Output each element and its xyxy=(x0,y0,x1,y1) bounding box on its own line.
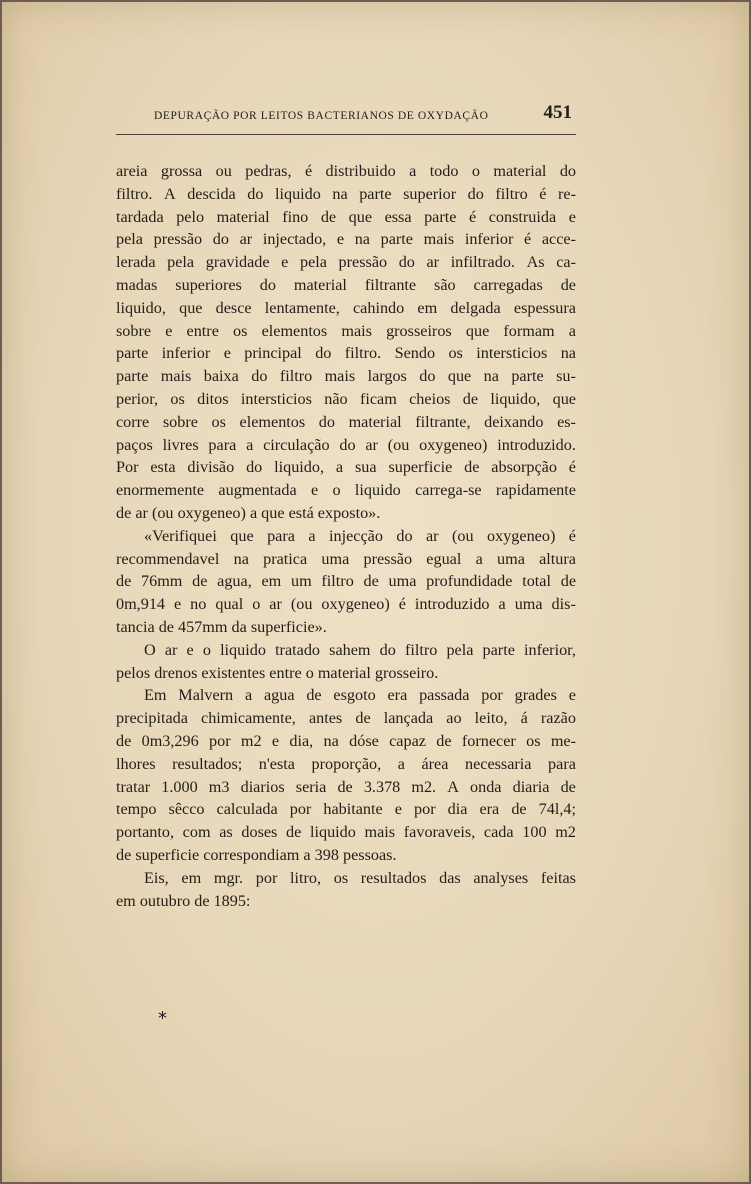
text-line: sobre e entre os elementos mais grosseiros que formam a xyxy=(116,321,576,340)
text-line: tancia de 457mm da superficie». xyxy=(116,617,327,636)
text-line: madas superiores do material filtrante são carregadas de xyxy=(116,275,576,294)
text-line: perior, os ditos intersticios não ficam cheios de liquido, que xyxy=(116,389,576,408)
text-line: lhores resultados; n'esta proporção, a área necessaria para xyxy=(116,754,576,773)
text-line: lerada pela gravidade e pela pressão do ar infiltrado. As ca- xyxy=(116,253,576,272)
text-line: de 0m3,296 por m2 e dia, na dóse capaz de fornecer os me- xyxy=(116,731,576,750)
text-line: filtro. A descida do liquido na parte superior do filtro é re- xyxy=(116,184,576,203)
text-line: recommendavel na pratica uma pressão egual a uma altura xyxy=(116,549,576,568)
text-line: precipitada chimicamente, antes de lançada ao leito, á razão xyxy=(116,709,576,728)
text-line: parte mais baixa do filtro mais largos do que na parte su- xyxy=(116,367,576,386)
paragraph xyxy=(116,684,576,866)
text-line: corre sobre os elementos do material filtrante, deixando es- xyxy=(116,412,576,431)
text-line: Por esta divisão do liquido, a sua superficie de absorpção é xyxy=(116,458,576,477)
page-number: 451 xyxy=(543,102,572,123)
text-line: pelos drenos existentes entre o material grosseiro. xyxy=(116,663,439,682)
paragraph xyxy=(116,160,576,525)
text-line: de 76mm de agua, em um filtro de uma profundidade total de xyxy=(116,572,576,591)
text-line: liquido, que desce lentamente, cahindo em delgada espessura xyxy=(116,298,576,317)
paragraph xyxy=(116,867,576,913)
text-line: pela pressão do ar injectado, e na parte mais inferior é acce- xyxy=(116,230,576,249)
text-line: enormemente augmentada e o liquido carrega-se rapidamente xyxy=(116,481,576,500)
footer-asterisk: * xyxy=(158,1008,167,1029)
running-head xyxy=(116,100,576,135)
text-line: areia grossa ou pedras, é distribuido a todo o material do xyxy=(116,162,576,180)
text-line: tardada pelo material fino de que essa parte é construida e xyxy=(116,207,576,226)
text-line: tempo sêcco calculada por habitante e por dia era de 74l,4; xyxy=(116,800,576,819)
text-line: Eis, em mgr. por litro, os resultados das analyses feitas xyxy=(144,868,576,887)
text-line: O ar e o liquido tratado sahem do filtro pela parte inferior, xyxy=(144,640,576,659)
text-line: Em Malvern a agua de esgoto era passada por grades e xyxy=(144,686,576,705)
body-text xyxy=(116,160,576,912)
text-line: paços livres para a circulação do ar (ou oxygeneo) introduzido. xyxy=(116,435,576,454)
text-line: parte inferior e principal do filtro. Sendo os intersticios na xyxy=(116,344,576,363)
text-line: 0m,914 e no qual o ar (ou oxygeneo) é introduzido a uma dis- xyxy=(116,595,576,614)
paragraph xyxy=(116,525,576,639)
running-title: DEPURAÇÃO POR LEITOS BACTERIANOS DE OXYDAÇÃO xyxy=(154,110,489,122)
text-line: «Verifiquei que para a injecção do ar (ou oxygeneo) é xyxy=(144,526,576,545)
text-line: de ar (ou oxygeneo) a que está exposto». xyxy=(116,503,381,522)
text-line: tratar 1.000 m3 diarios seria de 3.378 m2. A onda diaria de xyxy=(116,777,576,796)
text-line: portanto, com as doses de liquido mais favoraveis, cada 100 m2 xyxy=(116,823,576,842)
paragraph xyxy=(116,639,576,685)
text-line: em outubro de 1895: xyxy=(116,891,251,910)
text-line: de superficie correspondiam a 398 pessoas. xyxy=(116,845,397,864)
